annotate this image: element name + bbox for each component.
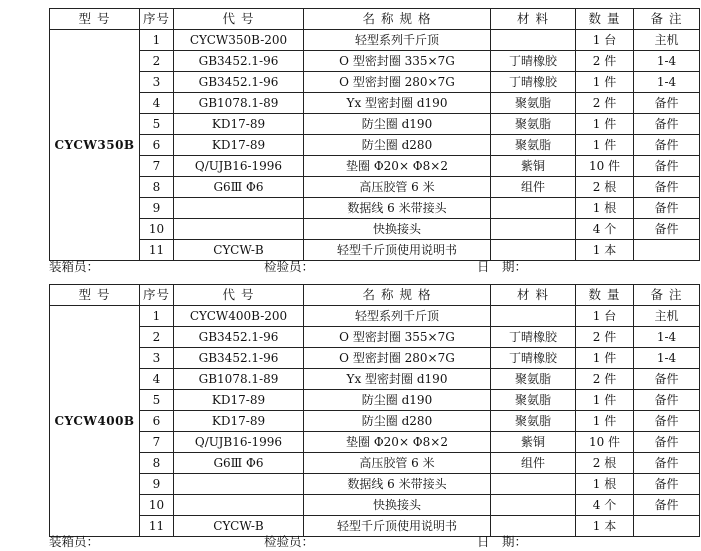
qty-cell: 1 本: [576, 240, 634, 261]
signature-line-2: [49, 532, 699, 550]
code-cell: [174, 495, 304, 516]
inspector-label: 检验员：: [264, 259, 315, 274]
remark-cell: 备件: [634, 219, 700, 240]
table-row: [50, 198, 700, 219]
table-header-row: [50, 285, 700, 306]
code-cell: G6Ⅲ Φ6: [174, 177, 304, 198]
qty-cell: 1 件: [576, 114, 634, 135]
code-cell: GB1078.1-89: [174, 93, 304, 114]
material-cell: 紫铜: [491, 156, 576, 177]
name-cell: 防尘圈 d190: [304, 390, 491, 411]
qty-cell: 1 本: [576, 516, 634, 537]
signature-line-1: [49, 257, 699, 275]
remark-cell: 主机: [634, 30, 700, 51]
remark-cell: 备件: [634, 177, 700, 198]
table-row: [50, 219, 700, 240]
table-row: [50, 390, 700, 411]
seq-cell: 11: [140, 240, 174, 261]
header-material: 材 料: [491, 9, 576, 30]
remark-cell: 1-4: [634, 51, 700, 72]
code-cell: G6Ⅲ Φ6: [174, 453, 304, 474]
header-qty: 数 量: [576, 285, 634, 306]
header-code: 代 号: [174, 285, 304, 306]
material-cell: [491, 495, 576, 516]
remark-cell: 备件: [634, 495, 700, 516]
name-cell: 快换接头: [304, 219, 491, 240]
packing-list-block-2: [49, 284, 699, 537]
name-cell: O 型密封圈 280×7G: [304, 348, 491, 369]
remark-cell: 备件: [634, 453, 700, 474]
table-header-row: [50, 9, 700, 30]
table-body: [50, 30, 700, 261]
name-cell: O 型密封圈 355×7G: [304, 327, 491, 348]
table-body: [50, 306, 700, 537]
qty-cell: 2 件: [576, 327, 634, 348]
qty-cell: 2 件: [576, 93, 634, 114]
date-label: 日 期：: [477, 259, 528, 274]
header-seq: 序号: [140, 9, 174, 30]
table-row: [50, 411, 700, 432]
remark-cell: 1-4: [634, 348, 700, 369]
remark-cell: 1-4: [634, 72, 700, 93]
qty-cell: 2 件: [576, 369, 634, 390]
qty-cell: 1 件: [576, 390, 634, 411]
seq-cell: 1: [140, 306, 174, 327]
code-cell: Q/UJB16-1996: [174, 156, 304, 177]
table-row: [50, 432, 700, 453]
name-cell: 轻型系列千斤顶: [304, 30, 491, 51]
seq-cell: 8: [140, 177, 174, 198]
qty-cell: 1 根: [576, 198, 634, 219]
name-cell: 防尘圈 d280: [304, 135, 491, 156]
seq-cell: 4: [140, 93, 174, 114]
material-cell: 聚氨脂: [491, 135, 576, 156]
seq-cell: 3: [140, 348, 174, 369]
name-cell: 垫圈 Φ20× Φ8×2: [304, 156, 491, 177]
name-cell: Yx 型密封圈 d190: [304, 369, 491, 390]
name-cell: 防尘圈 d280: [304, 411, 491, 432]
remark-cell: 备件: [634, 135, 700, 156]
seq-cell: 7: [140, 156, 174, 177]
code-cell: Q/UJB16-1996: [174, 432, 304, 453]
qty-cell: 2 根: [576, 177, 634, 198]
name-cell: 高压胶管 6 米: [304, 177, 491, 198]
seq-cell: 3: [140, 72, 174, 93]
material-cell: 紫铜: [491, 432, 576, 453]
material-cell: 聚氨脂: [491, 411, 576, 432]
table-row: [50, 474, 700, 495]
remark-cell: 1-4: [634, 327, 700, 348]
qty-cell: 4 个: [576, 219, 634, 240]
name-cell: 轻型千斤顶使用说明书: [304, 240, 491, 261]
seq-cell: 9: [140, 198, 174, 219]
name-cell: 轻型千斤顶使用说明书: [304, 516, 491, 537]
code-cell: KD17-89: [174, 114, 304, 135]
table-row: [50, 453, 700, 474]
table-row: [50, 369, 700, 390]
packing-list-table-2: [49, 284, 700, 537]
remark-cell: 备件: [634, 156, 700, 177]
seq-cell: 2: [140, 51, 174, 72]
table-row: [50, 327, 700, 348]
remark-cell: 备件: [634, 198, 700, 219]
remark-cell: 备件: [634, 411, 700, 432]
material-cell: 丁晴橡胶: [491, 72, 576, 93]
packing-list-table-1: [49, 8, 700, 261]
table-row: [50, 72, 700, 93]
code-cell: CYCW350B-200: [174, 30, 304, 51]
packer-label: 装箱员：: [49, 534, 100, 549]
model-cell: CYCW350B: [50, 30, 140, 261]
qty-cell: 1 件: [576, 135, 634, 156]
qty-cell: 1 件: [576, 72, 634, 93]
qty-cell: 1 件: [576, 348, 634, 369]
header-qty: 数 量: [576, 9, 634, 30]
material-cell: [491, 306, 576, 327]
remark-cell: 备件: [634, 432, 700, 453]
qty-cell: 10 件: [576, 156, 634, 177]
table-row: [50, 177, 700, 198]
name-cell: 数据线 6 米带接头: [304, 198, 491, 219]
qty-cell: 2 根: [576, 453, 634, 474]
seq-cell: 6: [140, 135, 174, 156]
code-cell: CYCW-B: [174, 240, 304, 261]
table-row: [50, 306, 700, 327]
name-cell: O 型密封圈 335×7G: [304, 51, 491, 72]
name-cell: O 型密封圈 280×7G: [304, 72, 491, 93]
material-cell: 丁晴橡胶: [491, 348, 576, 369]
remark-cell: 主机: [634, 306, 700, 327]
remark-cell: 备件: [634, 93, 700, 114]
material-cell: 聚氨脂: [491, 369, 576, 390]
remark-cell: 备件: [634, 114, 700, 135]
name-cell: 高压胶管 6 米: [304, 453, 491, 474]
packing-list-block-1: [49, 8, 699, 261]
header-remark: 备 注: [634, 9, 700, 30]
seq-cell: 9: [140, 474, 174, 495]
qty-cell: 1 台: [576, 306, 634, 327]
name-cell: 防尘圈 d190: [304, 114, 491, 135]
code-cell: [174, 219, 304, 240]
header-seq: 序号: [140, 285, 174, 306]
remark-cell: 备件: [634, 390, 700, 411]
code-cell: GB3452.1-96: [174, 51, 304, 72]
code-cell: KD17-89: [174, 411, 304, 432]
qty-cell: 1 根: [576, 474, 634, 495]
table-row: [50, 93, 700, 114]
table-row: [50, 114, 700, 135]
name-cell: 数据线 6 米带接头: [304, 474, 491, 495]
remark-cell: 备件: [634, 474, 700, 495]
header-model: 型 号: [50, 9, 140, 30]
material-cell: [491, 474, 576, 495]
seq-cell: 10: [140, 495, 174, 516]
code-cell: CYCW-B: [174, 516, 304, 537]
seq-cell: 11: [140, 516, 174, 537]
seq-cell: 5: [140, 390, 174, 411]
name-cell: 轻型系列千斤顶: [304, 306, 491, 327]
model-cell: CYCW400B: [50, 306, 140, 537]
material-cell: 丁晴橡胶: [491, 51, 576, 72]
header-name: 名 称 规 格: [304, 9, 491, 30]
table-row: [50, 495, 700, 516]
material-cell: 聚氨脂: [491, 114, 576, 135]
code-cell: GB3452.1-96: [174, 72, 304, 93]
name-cell: Yx 型密封圈 d190: [304, 93, 491, 114]
seq-cell: 5: [140, 114, 174, 135]
seq-cell: 2: [140, 327, 174, 348]
table-row: [50, 51, 700, 72]
code-cell: KD17-89: [174, 390, 304, 411]
code-cell: GB3452.1-96: [174, 348, 304, 369]
header-code: 代 号: [174, 9, 304, 30]
header-name: 名 称 规 格: [304, 285, 491, 306]
seq-cell: 7: [140, 432, 174, 453]
material-cell: 聚氨脂: [491, 93, 576, 114]
code-cell: [174, 474, 304, 495]
material-cell: [491, 30, 576, 51]
header-material: 材 料: [491, 285, 576, 306]
seq-cell: 8: [140, 453, 174, 474]
table-row: [50, 156, 700, 177]
code-cell: CYCW400B-200: [174, 306, 304, 327]
code-cell: GB1078.1-89: [174, 369, 304, 390]
seq-cell: 6: [140, 411, 174, 432]
material-cell: 组件: [491, 177, 576, 198]
remark-cell: 备件: [634, 369, 700, 390]
date-label: 日 期：: [477, 534, 528, 549]
qty-cell: 2 件: [576, 51, 634, 72]
name-cell: 垫圈 Φ20× Φ8×2: [304, 432, 491, 453]
code-cell: KD17-89: [174, 135, 304, 156]
name-cell: 快换接头: [304, 495, 491, 516]
table-row: [50, 348, 700, 369]
material-cell: [491, 219, 576, 240]
packer-label: 装箱员：: [49, 259, 100, 274]
qty-cell: 1 台: [576, 30, 634, 51]
material-cell: 组件: [491, 453, 576, 474]
qty-cell: 4 个: [576, 495, 634, 516]
seq-cell: 4: [140, 369, 174, 390]
seq-cell: 10: [140, 219, 174, 240]
table-row: [50, 30, 700, 51]
seq-cell: 1: [140, 30, 174, 51]
header-remark: 备 注: [634, 285, 700, 306]
material-cell: 丁晴橡胶: [491, 327, 576, 348]
header-model: 型 号: [50, 285, 140, 306]
code-cell: [174, 198, 304, 219]
qty-cell: 1 件: [576, 411, 634, 432]
table-row: [50, 135, 700, 156]
code-cell: GB3452.1-96: [174, 327, 304, 348]
inspector-label: 检验员：: [264, 534, 315, 549]
material-cell: 聚氨脂: [491, 390, 576, 411]
material-cell: [491, 198, 576, 219]
qty-cell: 10 件: [576, 432, 634, 453]
